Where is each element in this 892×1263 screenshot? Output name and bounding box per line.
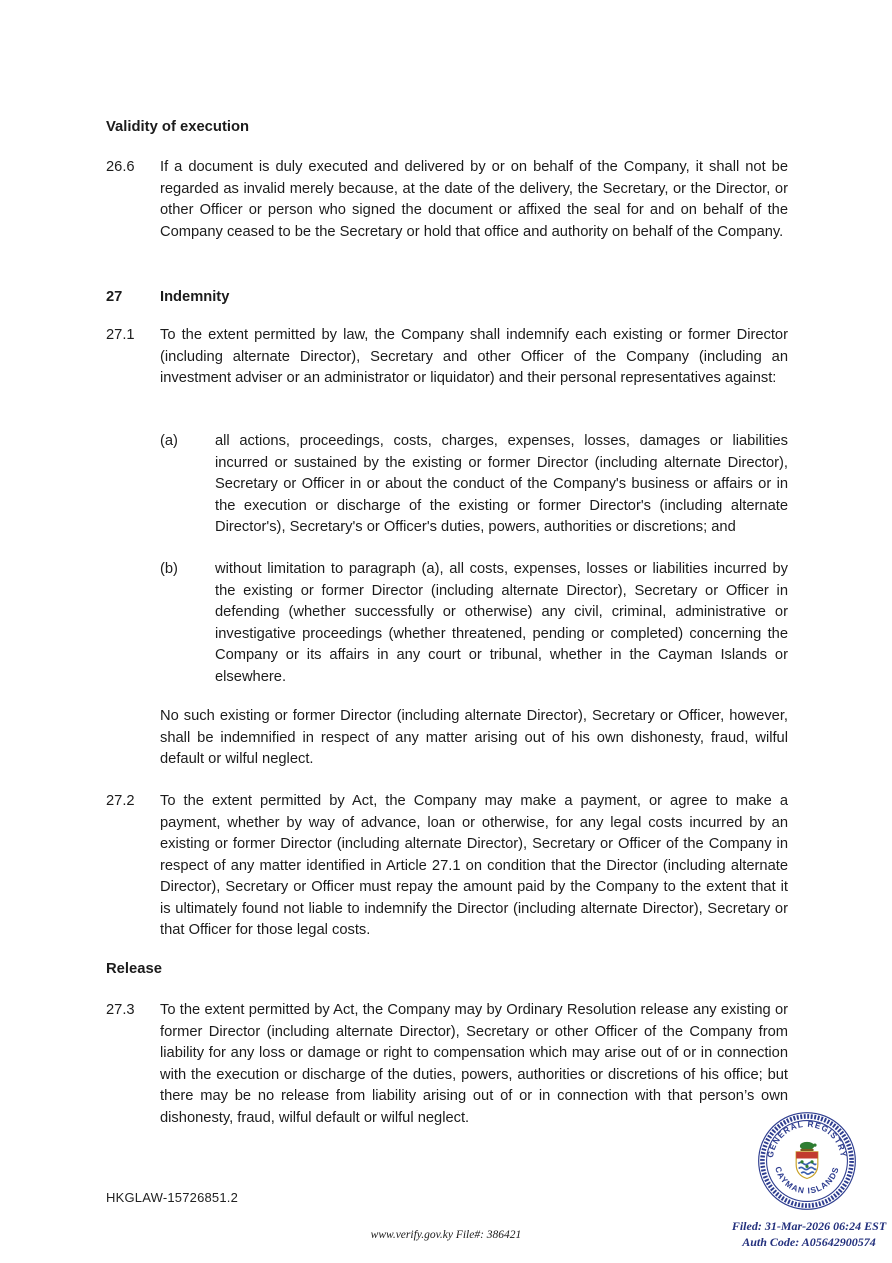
registry-seal-graphic (757, 1111, 857, 1211)
star-icon (800, 1160, 803, 1163)
clause-number: 26.6 (106, 159, 135, 175)
subclause-b (160, 559, 788, 688)
clause-26-6 (106, 157, 788, 243)
section-title: Indemnity (160, 289, 230, 305)
clause-number: 27.1 (106, 327, 135, 343)
heading-release: Release (106, 961, 162, 977)
clause-text: To the extent permitted by Act, the Company may by Ordinary Resolution release any existing or former Director (including alternate Director), Secretary or other Officer of the Company from liability for any loss or damage or right to compensation which may arise out of or in connection with the execution or discharge of the duties, powers, authorities or discretions of his office; but there may be no release from liability arising out of or in connection with that person’s own dishonesty, fraud, wilful default or wilful neglect. (160, 1002, 788, 1126)
seal-bottom-text: CAYMAN ISLANDS (773, 1165, 841, 1196)
turtle-icon (800, 1142, 817, 1151)
clause-number: 27.3 (106, 1002, 135, 1018)
heading-validity-of-execution: Validity of execution (106, 119, 250, 135)
coat-of-arms (796, 1142, 818, 1179)
clause-27-2 (106, 791, 788, 942)
clause-text: To the extent permitted by Act, the Company may make a payment, or agree to make a payment, whether by way of advance, loan or otherwise, for any legal costs incurred by an existing or former Director (including alternate Director), Secretary or Officer of the Company in respect of any matter identified in Article 27.1 on condition that the Director (including alternate Director), Secretary or Officer must repay the amount paid by the Company to the extent that it is ultimately found not liable to indemnify the Director (including alternate Director), Secretary or that Officer for those legal costs. (160, 793, 788, 938)
clause-text: To the extent permitted by law, the Company shall indemnify each existing or former Director (including alternate Director), Secretary and other Officer of the Company (including an investment adviser or an administrator or liquidator) and their personal representatives against: (160, 327, 788, 386)
section-number: 27 (106, 289, 123, 305)
subclause-a (160, 431, 788, 539)
seal-top-text: GENERAL REGISTRY (764, 1118, 850, 1159)
star-icon (810, 1160, 813, 1163)
filing-annotation (725, 1218, 892, 1250)
auth-code-line: Auth Code: A05642900574 (742, 1235, 876, 1249)
subclause-text: all actions, proceedings, costs, charges, expenses, losses, damages or liabilities incurred or sustained by the existing or former Director (including alternate Director), Secretary or Officer in or about the conduct of the Company's business or affairs or in the execution or discharge of the existing or former Director's (including alternate Director's), Secretary's or Officer's duties, powers, authorities or discretions; and (215, 433, 788, 535)
clause-27-1 (106, 325, 788, 390)
clause-number: 27.2 (106, 793, 135, 809)
shield-icon (796, 1152, 818, 1179)
registry-seal (757, 1111, 857, 1211)
subclause-label: (b) (160, 561, 178, 577)
star-icon (805, 1165, 808, 1168)
section-27-heading (106, 287, 788, 309)
clause-27-3 (106, 1000, 788, 1129)
subclause-label: (a) (160, 433, 178, 449)
verify-url-line: www.verify.gov.ky File#: 386421 (370, 1229, 522, 1241)
subclause-text: without limitation to paragraph (a), all costs, expenses, losses or liabilities incurred by the existing or former Director (including alternate Director), Secretary or Officer in defending (whether successfully or otherwise) any civil, criminal, administrative or investigative proceedings (whether threatened, pending or completed) concerning the Company or its affairs in any court or tribunal, whether in the Cayman Islands or elsewhere. (215, 561, 788, 685)
filed-date-line: Filed: 31-Mar-2026 06:24 EST (731, 1219, 887, 1233)
clause-27-1-continuation: No such existing or former Director (including alternate Director), Secretary or Officer, however, shall be indemnified in respect of any matter arising out of his own dishonesty, fraud, wilful default or wilful neglect. (160, 708, 788, 767)
clause-text: If a document is duly executed and delivered by or on behalf of the Company, it shall not be regarded as invalid merely because, at the date of the delivery, the Secretary, or the Director, or other Officer or person who signed the document or affixed the seal for and on behalf of the Company ceased to be the Secretary or hold that office and authority on behalf of the Company. (160, 159, 788, 240)
document-reference: HKGLAW-15726851.2 (106, 1190, 239, 1205)
